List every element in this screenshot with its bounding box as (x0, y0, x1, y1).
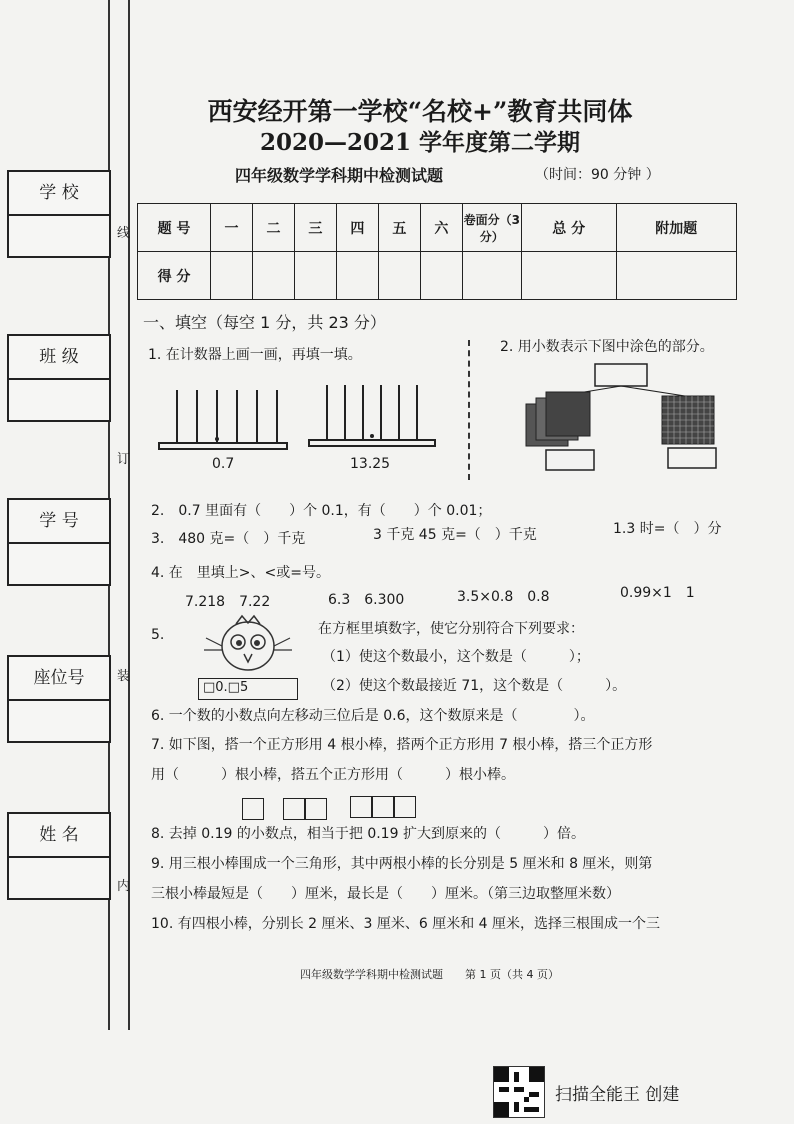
student-number-label: 学 号 (9, 500, 109, 544)
question-4-item: 3.5×0.8 0.8 (457, 589, 550, 605)
score-cell[interactable] (378, 252, 420, 300)
question-7-line2: 用（ ）根小棒，搭五个正方形用（ ）根小棒。 (151, 767, 515, 783)
question-3a: 3. 480 克=（ ）千克 (151, 531, 306, 547)
school-label: 学 校 (9, 172, 109, 216)
question-1: 1. 在计数器上画一画，再填一填。 (148, 347, 362, 363)
name-label: 姓 名 (9, 814, 109, 858)
square-figure (283, 798, 305, 820)
table-header-cell: 五 (378, 204, 420, 252)
abacus-2 (305, 380, 440, 455)
square-figure (350, 796, 372, 818)
square-figure (305, 798, 327, 820)
question-4: 4. 在 里填上>、<或=号。 (151, 565, 330, 581)
name-box[interactable] (7, 812, 111, 900)
question-2: 2. 0.7 里面有（ ）个 0.1，有（ ）个 0.01； (151, 503, 492, 519)
question-4-item: 6.3 6.300 (328, 592, 405, 608)
class-box[interactable] (7, 334, 111, 422)
exam-title-line2: 2020—2021 学年度第二学期 (259, 129, 581, 156)
abacus-2-value: 13.25 (350, 456, 391, 472)
divider-dashed (468, 340, 470, 480)
table-header-cell: 四 (336, 204, 378, 252)
seat-number-label: 座位号 (9, 657, 109, 701)
abacus-1 (155, 385, 290, 455)
abacus-1-value: 0.7 (212, 456, 235, 472)
owl-cartoon-icon (198, 614, 298, 680)
question-8: 8. 去掉 0.19 的小数点，相当于把 0.19 扩大到原来的（ ）倍。 (151, 826, 585, 842)
square-figure (372, 796, 394, 818)
score-table (137, 203, 737, 300)
binding-char-nei: 内 (117, 879, 131, 894)
score-cell[interactable] (336, 252, 378, 300)
table-row-label: 得 分 (138, 252, 211, 300)
binding-char-ding: 订 (117, 452, 131, 467)
score-cell[interactable] (521, 252, 616, 300)
section-heading: 一、填空（每空 1 分，共 23 分） (143, 313, 386, 332)
exam-title-line1: 西安经开第一学校“名校+”教育共同体 (207, 97, 633, 126)
shaded-figure (520, 362, 730, 474)
question-3b: 3 千克 45 克=（ ）千克 (373, 527, 537, 543)
qr-code-icon (493, 1066, 545, 1118)
school-box[interactable] (7, 170, 111, 258)
exam-subtitle: 四年级数学学科期中检测试题 (235, 166, 444, 185)
square-figure (394, 796, 416, 818)
table-header-cell: 三 (294, 204, 336, 252)
question-6: 6. 一个数的小数点向左移动三位后是 0.6，这个数原来是（ ）。 (151, 708, 595, 724)
table-header-cell: 六 (420, 204, 462, 252)
question-4-item: 0.99×1 1 (620, 585, 695, 601)
class-label: 班 级 (9, 336, 109, 380)
binding-char-zhuang: 装 (117, 669, 131, 684)
question-7-line1: 7. 如下图，搭一个正方形用 4 根小棒，搭两个正方形用 7 根小棒，搭三个正方形 (151, 737, 653, 753)
question-5-part1: （1）使这个数最小，这个数是（ ）； (322, 649, 590, 665)
page-footer: 四年级数学学科期中检测试题 第 1 页（共 4 页） (300, 968, 559, 981)
score-cell[interactable] (252, 252, 294, 300)
square-figure (242, 798, 264, 820)
score-cell[interactable] (616, 252, 736, 300)
table-header-cell: 一 (211, 204, 253, 252)
table-header-cell: 二 (252, 204, 294, 252)
question-10: 10. 有四根小棒，分别长 2 厘米、3 厘米、6 厘米和 4 厘米，选择三根围成一个三 (151, 916, 661, 932)
question-9-line1: 9. 用三根小棒围成一个三角形，其中两根小棒的长分别是 5 厘米和 8 厘米，则第 (151, 856, 653, 872)
table-header-cell: 总 分 (521, 204, 616, 252)
question-9-line2: 三根小棒最短是（ ）厘米，最长是（ ）厘米。（第三边取整厘米数） (151, 886, 620, 902)
question-1-right: 2. 用小数表示下图中涂色的部分。 (500, 339, 714, 355)
question-4-item: 7.218 7.22 (185, 594, 271, 610)
student-number-box[interactable] (7, 498, 111, 586)
table-header-cell: 附加题 (616, 204, 736, 252)
score-cell[interactable] (294, 252, 336, 300)
score-cell[interactable] (462, 252, 521, 300)
seat-number-box[interactable] (7, 655, 111, 743)
question-3c: 1.3 时=（ ）分 (613, 521, 722, 537)
score-cell[interactable] (211, 252, 253, 300)
question-5-part2: （2）使这个数最接近 71，这个数是（ ）。 (322, 678, 627, 694)
exam-time: （时间：90 分钟 ） (535, 167, 660, 183)
number-card-text: □0.□5 (203, 680, 249, 695)
binding-char-xian: 线 (117, 226, 131, 241)
question-5: 在方框里填数字，使它分别符合下列要求： (318, 621, 584, 637)
table-header-cell: 题 号 (138, 204, 211, 252)
table-header-cell: 卷面分（3分） (462, 204, 521, 252)
question-5-number: 5. (151, 627, 165, 643)
scanner-watermark: 扫描全能王 创建 (555, 1085, 680, 1105)
score-cell[interactable] (420, 252, 462, 300)
